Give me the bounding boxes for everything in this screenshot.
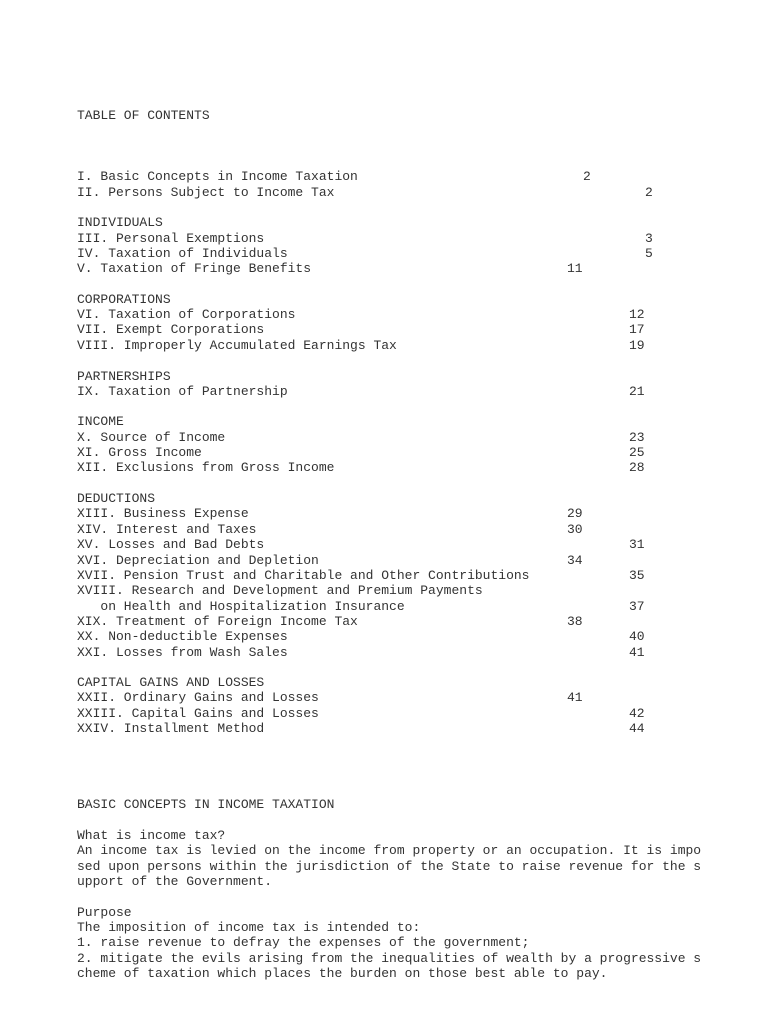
toc-entry-page: 19 bbox=[629, 338, 645, 353]
toc-entry-page: 40 bbox=[629, 629, 645, 644]
toc-entry-page: 30 bbox=[567, 522, 583, 537]
toc-entry-label: II. Persons Subject to Income Tax bbox=[77, 185, 335, 200]
toc-entry-page: 44 bbox=[629, 721, 645, 736]
toc-entry-label: XX. Non-deductible Expenses bbox=[77, 629, 288, 644]
body-line: sed upon persons within the jurisdiction of the State to raise revenue for the s bbox=[77, 859, 702, 874]
toc-section-heading: CORPORATIONS bbox=[77, 292, 171, 307]
toc-entry-label: XIX. Treatment of Foreign Income Tax bbox=[77, 614, 358, 629]
toc-entry-page: 31 bbox=[629, 537, 645, 552]
toc-entry-page: 25 bbox=[629, 445, 645, 460]
toc-section-heading: CAPITAL GAINS AND LOSSES bbox=[77, 675, 265, 690]
body-line: 1. raise revenue to defray the expenses of the government; bbox=[77, 935, 530, 950]
toc-entry-label: IV. Taxation of Individuals bbox=[77, 246, 288, 261]
toc-entry-label: I. Basic Concepts in Income Taxation bbox=[77, 169, 358, 184]
toc-section-heading: DEDUCTIONS bbox=[77, 491, 156, 506]
toc-entry-label: V. Taxation of Fringe Benefits bbox=[77, 261, 312, 276]
body-line: 2. mitigate the evils arising from the inequalities of wealth by a progressive s bbox=[77, 951, 702, 966]
body-line: An income tax is levied on the income from property or an occupation. It is impo bbox=[77, 843, 702, 858]
body-line: Purpose bbox=[77, 905, 132, 920]
toc-section-heading: PARTNERSHIPS bbox=[77, 369, 171, 384]
toc-section-heading: INCOME bbox=[77, 414, 124, 429]
toc-section-heading: INDIVIDUALS bbox=[77, 215, 163, 230]
toc-entry-label: XIV. Interest and Taxes bbox=[77, 522, 257, 537]
section-heading: BASIC CONCEPTS IN INCOME TAXATION bbox=[77, 797, 335, 812]
toc-entry-label: XVIII. Research and Development and Premium Payments bbox=[77, 583, 483, 598]
toc-entry-page: 29 bbox=[567, 506, 583, 521]
toc-entry-page: 11 bbox=[567, 261, 583, 276]
toc-entry-label: IX. Taxation of Partnership bbox=[77, 384, 288, 399]
toc-entry-label: XXII. Ordinary Gains and Losses bbox=[77, 690, 319, 705]
toc-entry-label: XVI. Depreciation and Depletion bbox=[77, 553, 319, 568]
toc-entry-page: 5 bbox=[645, 246, 653, 261]
toc-entry-page: 23 bbox=[629, 430, 645, 445]
body-line: What is income tax? bbox=[77, 828, 226, 843]
toc-entry-page: 42 bbox=[629, 706, 645, 721]
toc-entry-page: 28 bbox=[629, 460, 645, 475]
toc-entry-page: 21 bbox=[629, 384, 645, 399]
toc-entry-label: on Health and Hospitalization Insurance bbox=[77, 599, 405, 614]
toc-entry-label: XI. Gross Income bbox=[77, 445, 202, 460]
toc-entry-page: 38 bbox=[567, 614, 583, 629]
body-line: The imposition of income tax is intended to: bbox=[77, 920, 421, 935]
toc-entry-label: XV. Losses and Bad Debts bbox=[77, 537, 265, 552]
toc-entry-page: 2 bbox=[645, 185, 653, 200]
body-line: cheme of taxation which places the burden on those best able to pay. bbox=[77, 966, 608, 981]
toc-entry-label: VIII. Improperly Accumulated Earnings Tax bbox=[77, 338, 397, 353]
toc-entry-page: 2 bbox=[583, 169, 591, 184]
toc-entry-page: 41 bbox=[567, 690, 583, 705]
toc-entry-label: X. Source of Income bbox=[77, 430, 226, 445]
toc-entry-label: XVII. Pension Trust and Charitable and Other Contributions bbox=[77, 568, 530, 583]
toc-entry-label: XXIV. Installment Method bbox=[77, 721, 265, 736]
toc-entry-page: 41 bbox=[629, 645, 645, 660]
toc-entry-page: 34 bbox=[567, 553, 583, 568]
toc-entry-label: VI. Taxation of Corporations bbox=[77, 307, 296, 322]
toc-entry-page: 12 bbox=[629, 307, 645, 322]
toc-entry-label: XXIII. Capital Gains and Losses bbox=[77, 706, 319, 721]
toc-title: TABLE OF CONTENTS bbox=[77, 108, 210, 123]
toc-entry-label: XIII. Business Expense bbox=[77, 506, 249, 521]
toc-entry-label: III. Personal Exemptions bbox=[77, 231, 265, 246]
toc-entry-label: VII. Exempt Corporations bbox=[77, 322, 265, 337]
toc-entry-page: 17 bbox=[629, 322, 645, 337]
toc-entry-page: 35 bbox=[629, 568, 645, 583]
toc-entry-label: XXI. Losses from Wash Sales bbox=[77, 645, 288, 660]
body-line: upport of the Government. bbox=[77, 874, 273, 889]
toc-entry-page: 3 bbox=[645, 231, 653, 246]
toc-entry-page: 37 bbox=[629, 599, 645, 614]
toc-entry-label: XII. Exclusions from Gross Income bbox=[77, 460, 335, 475]
